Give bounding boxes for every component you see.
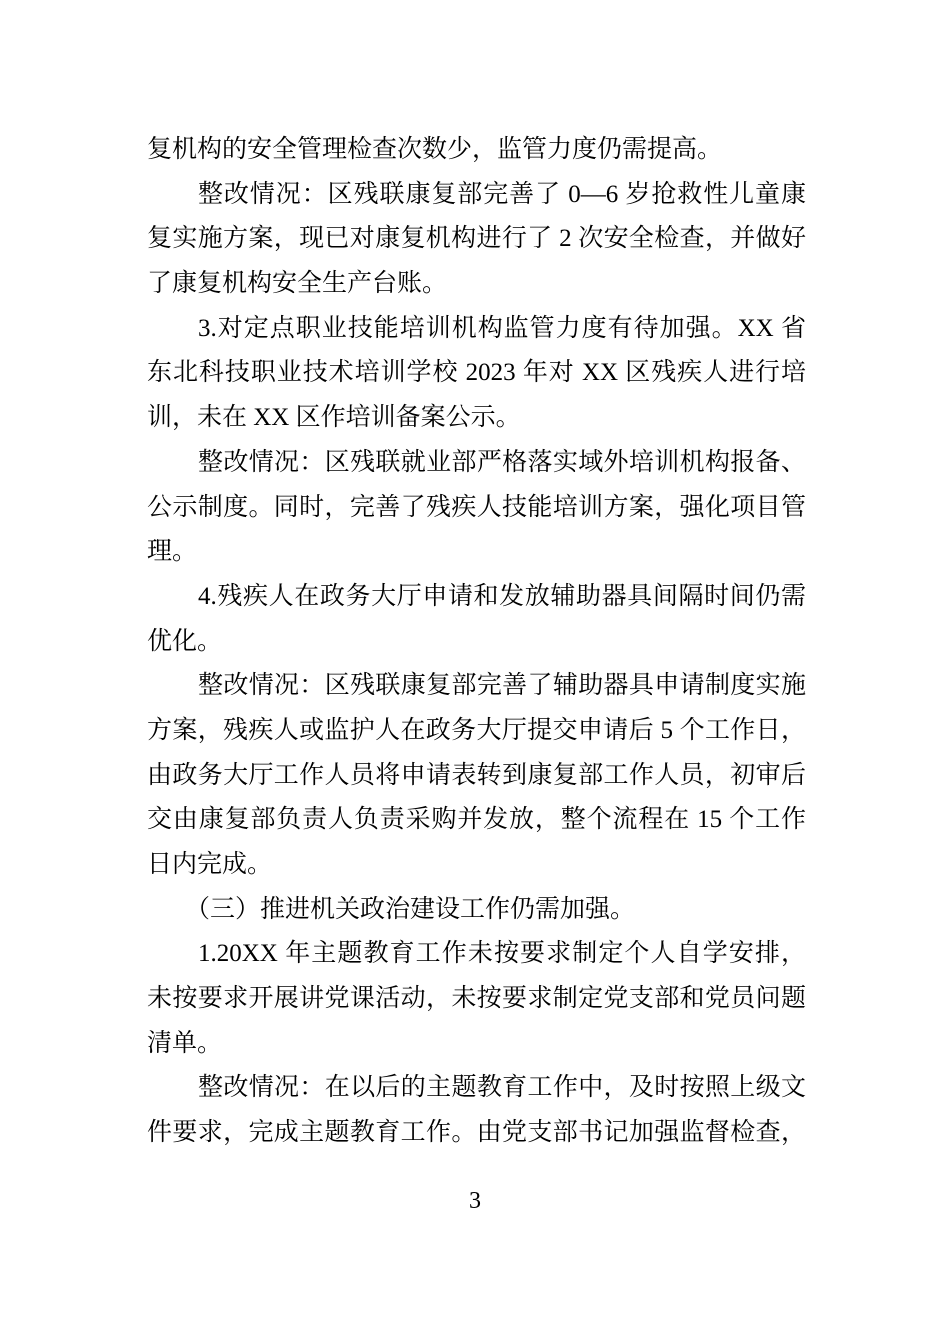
paragraph	[147, 575, 806, 664]
text-line: 整改情况：区残联就业部严格落实域外培训机构报备、	[198, 448, 806, 476]
text-line: 复机构的安全管理检查次数少，监管力度仍需提高。	[147, 136, 723, 163]
text-line: 未按要求开展讲党课活动，未按要求制定党支部和党员问题	[147, 985, 806, 1013]
paragraph	[147, 441, 806, 575]
section-heading	[147, 888, 806, 933]
text-line: 件要求，完成主题教育工作。由党支部书记加强监督检查，	[147, 1119, 806, 1147]
text-line: 清单。	[147, 1029, 223, 1057]
page-number: 3	[469, 1188, 481, 1214]
paragraph	[147, 173, 806, 307]
document-body	[147, 128, 806, 1156]
text-line: 了康复机构安全生产台账。	[147, 270, 448, 298]
paragraph	[147, 664, 806, 887]
text-line: 方案，残疾人或监护人在政务大厅提交申请后 5 个工作日，	[147, 716, 806, 744]
paragraph	[147, 1066, 806, 1155]
text-line: 理。	[147, 538, 198, 566]
text-line: 整改情况：区残联康复部完善了辅助器具申请制度实施	[198, 672, 806, 700]
text-line: 3.对定点职业技能培训机构监管力度有待加强。XX 省	[198, 314, 806, 342]
paragraph	[147, 307, 806, 441]
text-line: 1.20XX 年主题教育工作未按要求制定个人自学安排，	[198, 940, 806, 968]
text-line: 东北科技职业技术培训学校 2023 年对 XX 区残疾人进行培	[147, 359, 806, 387]
text-line: 日内完成。	[147, 851, 273, 878]
text-line: 复实施方案，现已对康复机构进行了 2 次安全检查，并做好	[147, 225, 806, 253]
text-line: （三）推进机关政治建设工作仍需加强。	[185, 895, 636, 923]
text-line: 交由康复部负责人负责采购并发放，整个流程在 15 个工作	[147, 806, 806, 834]
text-line: 整改情况：区残联康复部完善了 0—6 岁抢救性儿童康	[198, 180, 806, 208]
text-line: 4.残疾人在政务大厅申请和发放辅助器具间隔时间仍需	[198, 582, 806, 610]
text-line: 公示制度。同时，完善了残疾人技能培训方案，强化项目管	[147, 493, 806, 521]
text-line: 由政务大厅工作人员将申请表转到康复部工作人员，初审后	[147, 761, 806, 789]
paragraph	[147, 932, 806, 1066]
text-line: 整改情况：在以后的主题教育工作中，及时按照上级文	[198, 1074, 806, 1102]
paragraph	[147, 128, 806, 173]
text-line: 优化。	[147, 627, 223, 655]
text-line: 训，未在 XX 区作培训备案公示。	[147, 404, 521, 432]
